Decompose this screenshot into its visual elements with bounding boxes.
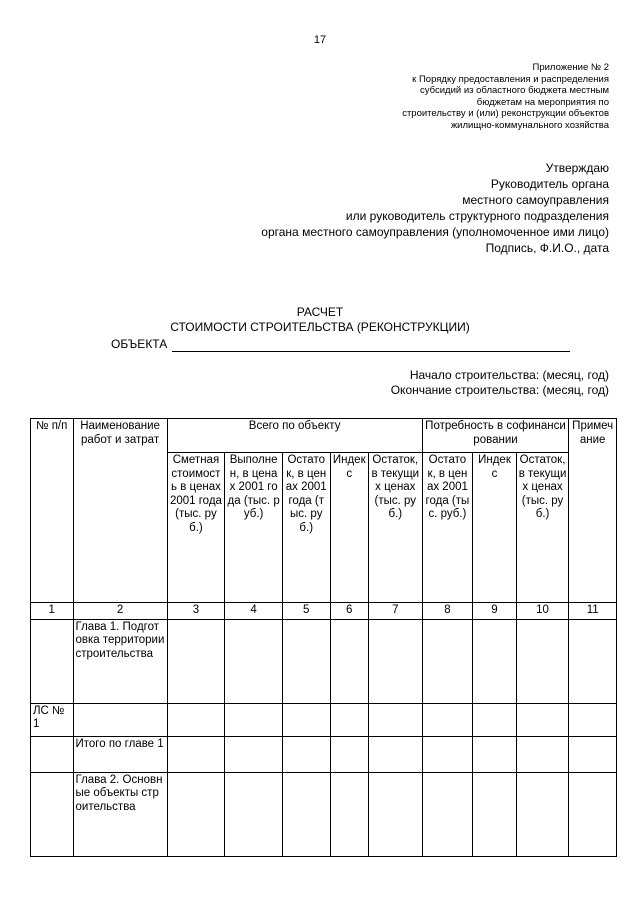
subheader-completed: Выполнен, в ценах 2001 года (тыс. руб.) [225, 453, 283, 603]
subheader-need-remainder-current: Остаток, в текущих ценах (тыс. руб.) [516, 453, 569, 603]
column-number: 4 [225, 603, 283, 620]
column-number: 9 [473, 603, 517, 620]
table-cell [330, 772, 368, 856]
table-cell [368, 703, 422, 736]
column-number: 5 [282, 603, 330, 620]
table-cell [422, 619, 473, 703]
table-cell [330, 703, 368, 736]
table-cell [167, 619, 225, 703]
table-row [31, 736, 617, 772]
title-line-1: РАСЧЕТ [296, 305, 344, 319]
header-note: Примечание [569, 419, 617, 603]
approval-line: органа местного самоуправления (уполномоченное ими лицо) [261, 225, 609, 239]
subheader-remainder-current: Остаток, в текущих ценах (тыс. руб.) [368, 453, 422, 603]
table-row [31, 703, 617, 736]
appendix-line: к Порядку предоставления и распределения [412, 73, 609, 85]
table-cell [422, 772, 473, 856]
table-row [31, 619, 617, 703]
table-cell [368, 736, 422, 772]
table-cell [516, 772, 569, 856]
cost-table [30, 418, 617, 857]
table-cell [282, 772, 330, 856]
appendix-line: бюджетам на мероприятия по [476, 96, 609, 108]
table-cell [473, 736, 517, 772]
appendix-line: субсидий из областного бюджета местным [420, 85, 609, 97]
column-number: 7 [368, 603, 422, 620]
header-name: Наименование работ и затрат [73, 419, 167, 603]
row-num: ЛС № 1 [31, 703, 74, 736]
end-date: Окончание строительства: (месяц, год) [390, 383, 609, 397]
row-num [31, 619, 74, 703]
column-number: 1 [31, 603, 74, 620]
header-total-group: Всего по объекту [167, 419, 422, 453]
column-number: 11 [569, 603, 617, 620]
subheader-need-index: Индекс [473, 453, 517, 603]
table-cell [330, 736, 368, 772]
table-cell [282, 703, 330, 736]
column-number: 6 [330, 603, 368, 620]
column-number: 8 [422, 603, 473, 620]
table-cell [282, 736, 330, 772]
table-cell [368, 619, 422, 703]
table-cell [422, 703, 473, 736]
row-name: Итого по главе 1 [73, 736, 167, 772]
table-cell [473, 703, 517, 736]
table-cell [473, 772, 517, 856]
table-cell [516, 703, 569, 736]
table-cell [225, 772, 283, 856]
table-cell [225, 736, 283, 772]
table-cell [368, 772, 422, 856]
table-cell [422, 736, 473, 772]
table-cell [282, 619, 330, 703]
table-cell [225, 703, 283, 736]
row-num [31, 736, 74, 772]
table-cell [330, 619, 368, 703]
table-cell [225, 619, 283, 703]
column-number: 2 [73, 603, 167, 620]
page-number: 17 [313, 34, 327, 46]
object-line [111, 337, 570, 352]
approval-block [149, 160, 609, 256]
table-cell [569, 736, 617, 772]
subheader-need-remainder-2001: Остаток, в ценах 2001 года (тыс. руб.) [422, 453, 473, 603]
table-cell [167, 703, 225, 736]
object-label: ОБЪЕКТА [111, 337, 168, 351]
title-line-2: СТОИМОСТИ СТРОИТЕЛЬСТВА (РЕКОНСТРУКЦИИ) [170, 320, 470, 334]
subheader-estimated-cost: Сметная стоимость в ценах 2001 года (тыс. руб.) [167, 453, 225, 603]
start-date: Начало строительства: (месяц, год) [409, 368, 609, 382]
row-name: Глава 2. Основные объекты строительства [73, 772, 167, 856]
appendix-block [309, 62, 609, 132]
approval-line: Руководитель органа [490, 177, 609, 191]
subheader-index: Индекс [330, 453, 368, 603]
row-name [73, 703, 167, 736]
object-name-blank [172, 338, 570, 352]
header-num: № п/п [31, 419, 74, 603]
table-cell [516, 619, 569, 703]
table-row [31, 772, 617, 856]
column-number: 10 [516, 603, 569, 620]
document-title [0, 305, 640, 335]
appendix-line: строительству и (или) реконструкции объектов [402, 108, 609, 120]
table-cell [569, 619, 617, 703]
approval-line: или руководитель структурного подразделения [345, 209, 609, 223]
construction-dates [209, 368, 609, 398]
header-need-group: Потребность в софинансировании [422, 419, 569, 453]
approval-line: Утверждаю [545, 161, 609, 175]
appendix-line: жилищно-коммунального хозяйства [450, 119, 609, 131]
approval-line: местного самоуправления [462, 193, 609, 207]
row-num [31, 772, 74, 856]
table-cell [473, 619, 517, 703]
row-name: Глава 1. Подготовка территории строительства [73, 619, 167, 703]
appendix-line: Приложение № 2 [532, 62, 609, 73]
subheader-remainder-2001: Остаток, в ценах 2001 года (тыс. руб.) [282, 453, 330, 603]
approval-line: Подпись, Ф.И.О., дата [485, 241, 609, 255]
table-cell [569, 703, 617, 736]
table-cell [167, 736, 225, 772]
table-cell [167, 772, 225, 856]
column-number: 3 [167, 603, 225, 620]
table-cell [569, 772, 617, 856]
table-cell [516, 736, 569, 772]
